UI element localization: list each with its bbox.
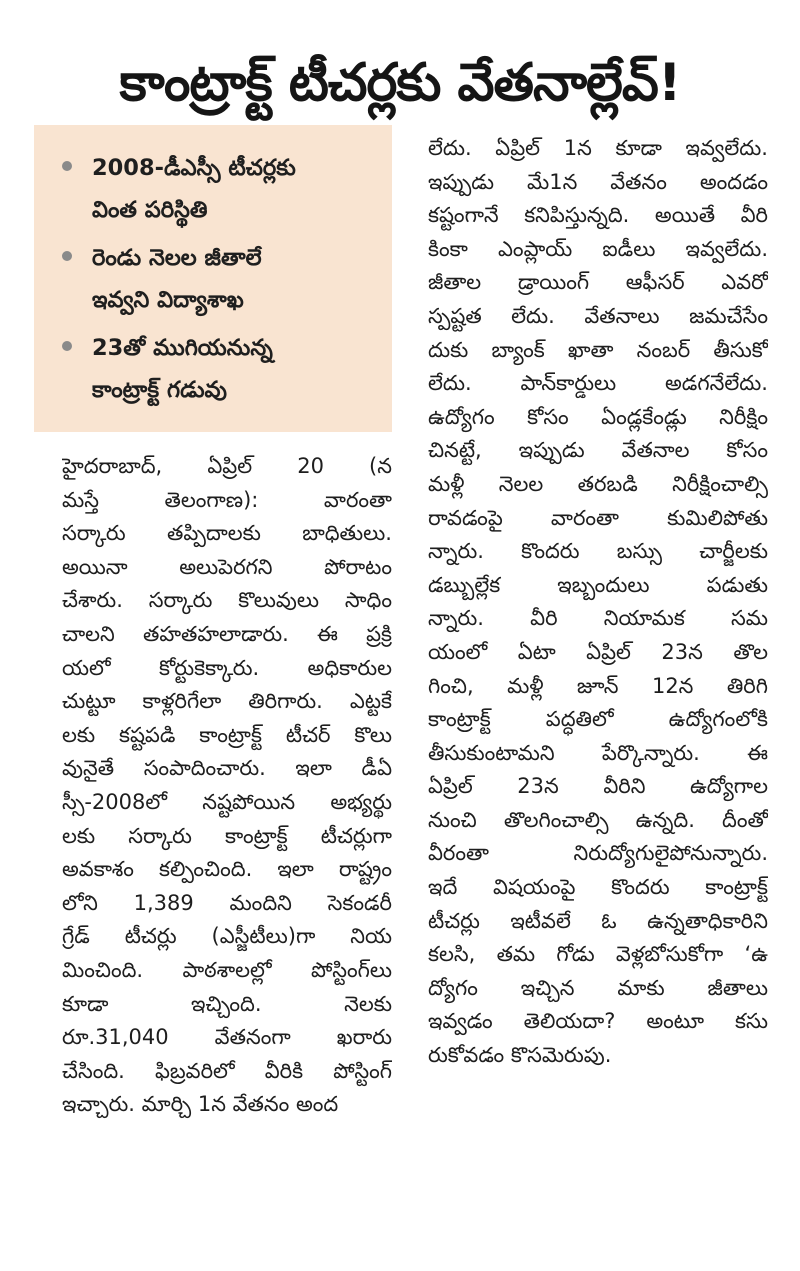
article-line: నుంచి తొలగించాల్సి ఉన్నది. దీంతో (428, 807, 768, 832)
article-line: యంలో ఏటా ఏప్రిల్ 23న తొల (428, 639, 768, 664)
article-line: అయినా అలుపెరగని పోరాటం (62, 554, 392, 579)
article-line: రూ.31,040 వేతనంగా ఖరారు (62, 1025, 392, 1050)
article-line: ఇదే విషయంపై కొందరు కాంట్రాక్ట్ (428, 875, 768, 900)
article-line: న్నారు. కొందరు బస్సు చార్జీలకు (428, 539, 768, 564)
article-line: యలో కోర్టుకెక్కారు. అధికారుల (62, 655, 392, 680)
article-line: సర్కారు తప్పిదాలకు బాధితులు. (62, 521, 392, 546)
article-line: డబ్బుల్లేక ఇబ్బందులు పడుతు (428, 572, 768, 597)
article-line: లేదు. పాన్‌కార్డులు అడగనేలేదు. (428, 371, 768, 396)
highlight-text: కాంట్రాక్ట్ గడువు (92, 377, 228, 403)
article-line: ఉద్యోగం కోసం ఏండ్లకేండ్లు నిరీక్షిం (428, 404, 768, 429)
bullet-icon (62, 251, 72, 261)
article-line: జీతాల డ్రాయింగ్ ఆఫీసర్ ఎవరో (428, 270, 768, 295)
highlight-text: రెండు నెలల జీతాలే (92, 245, 262, 271)
article-line: చేసింది. ఫిబ్రవరిలో వీరికి పోస్టింగ్ (62, 1058, 392, 1083)
article-line: కలసి, తమ గోడు వెళ్లబోసుకోగా ‘ఉ (428, 942, 768, 967)
article-line: అవకాశం కల్పించింది. ఇలా రాష్ట్రం (62, 857, 392, 882)
article-line: లోని 1,389 మందిని సెకండరీ (62, 890, 392, 915)
article-line: స్సీ-2008లో నష్టపోయిన అభ్యర్థు (62, 789, 392, 814)
article-line: మళ్లీ నెలల తరబడి నిరీక్షించాల్సి (428, 471, 768, 496)
highlight-text: 23తో ముగియనున్న (92, 335, 273, 361)
article-line: వీరంతా నిరుద్యోగులైపోనున్నారు. (428, 841, 768, 866)
article-line: తీసుకుంటామని పేర్కొన్నారు. ఈ (428, 740, 768, 765)
highlight-text: 2008-డీఎస్సీ టీచర్లకు (92, 155, 296, 181)
article-column-right (428, 132, 768, 1073)
highlights-box (34, 125, 392, 432)
headline: కాంట్రాక్ట్ టీచర్లకు వేతనాల్లేవ్! (119, 52, 681, 113)
article-line: స్పష్టత లేదు. వేతనాలు జమచేసేం (428, 303, 768, 328)
article-line: ద్యోగం ఇచ్చిన మాకు జీతాలు (428, 975, 768, 1000)
article-line: కింకా ఎంప్లాయ్ ఐడీలు ఇవ్వలేదు. (428, 236, 768, 261)
highlight-item (62, 327, 384, 411)
article-line: మస్తే తెలంగాణ): వారంతా (62, 487, 392, 512)
article-line: కూడా ఇచ్చింది. నెలకు (62, 991, 392, 1016)
article-line: రుకోవడం కొసమెరుపు. (428, 1043, 612, 1068)
article-line: టీచర్లు ఇటీవలే ఓ ఉన్నతాధికారిని (428, 908, 768, 933)
highlight-text: ఇవ్వని విద్యాశాఖ (92, 287, 244, 313)
article-line: దుకు బ్యాంక్ ఖాతా నంబర్ తీసుకో (428, 337, 768, 362)
article-line: లేదు. ఏప్రిల్ 1న కూడా ఇవ్వలేదు. (428, 136, 768, 160)
article-line: రావడంపై వారంతా కుమిలిపోతు (428, 505, 768, 530)
article-line: ఏప్రిల్ 23న వీరిని ఉద్యోగాల (428, 774, 768, 799)
article-line: చేశారు. సర్కారు కొలువులు సాధిం (62, 588, 392, 613)
article-line: న్నారు. వీరి నియామక సమ (428, 606, 768, 631)
article-line: కష్టంగానే కనిపిస్తున్నది. అయితే వీరి (428, 203, 768, 228)
article-line: వునైతే సంపాదించారు. ఇలా డీఏ (62, 756, 392, 781)
article-line: హైదరాబాద్, ఏప్రిల్ 20 (న (62, 454, 392, 478)
article-line: లకు సర్కారు కాంట్రాక్ట్ టీచర్లుగా (62, 823, 392, 848)
article-line: చినట్టే, ఇప్పుడు వేతనాల కోసం (428, 438, 768, 463)
highlight-item (62, 147, 384, 231)
article-line: కాంట్రాక్ట్ పద్ధతిలో ఉద్యోగంలోకి (428, 707, 768, 732)
article-line: ఇవ్వడం తెలియదా? అంటూ కసు (428, 1009, 768, 1034)
article-line: చుట్టూ కాళ్లరిగేలా తిరిగారు. ఎట్టకే (62, 689, 392, 714)
article-line: గించి, మళ్లీ జూన్ 12న తిరిగి (428, 673, 768, 698)
highlight-text: వింత పరిస్థితి (92, 197, 208, 223)
bullet-icon (62, 341, 72, 351)
article-line: ఇచ్చారు. మార్చి 1న వేతనం అంద (62, 1092, 339, 1117)
article-column-left (62, 450, 392, 1122)
highlight-item (62, 237, 384, 321)
article-line: చాలని తహతహలాడారు. ఈ ప్రక్రి (62, 621, 392, 646)
article-line: ఇప్పుడు మే1న వేతనం అందడం (428, 169, 768, 194)
article-line: లకు కష్టపడి కాంట్రాక్ట్ టీచర్ కొలు (62, 722, 392, 747)
bullet-icon (62, 161, 72, 171)
article-line: మించింది. పాఠశాలల్లో పోస్టింగ్‌లు (62, 957, 392, 982)
article-line: గ్రేడ్ టీచర్లు (ఎస్జీటీలు)గా నియ (62, 924, 392, 949)
